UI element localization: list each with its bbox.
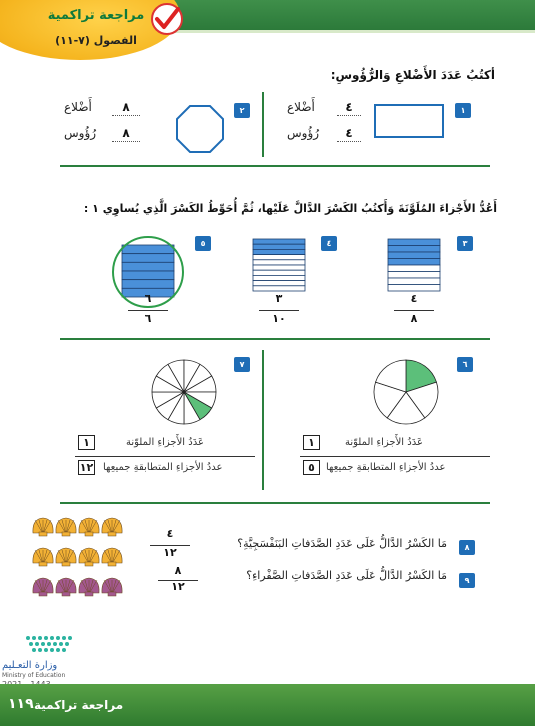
vertices-label: رُؤُوس bbox=[64, 126, 97, 140]
ministry-name: وزارة التعـليم bbox=[2, 660, 58, 671]
question-number: ٢ bbox=[234, 103, 250, 118]
fraction-bar bbox=[259, 310, 299, 311]
fraction-segment bbox=[122, 262, 174, 271]
ministry-name-en: Ministry of Education bbox=[2, 672, 66, 679]
shell bbox=[102, 548, 122, 566]
divider bbox=[262, 92, 264, 157]
question-number: ٩ bbox=[459, 573, 475, 588]
fraction-segment bbox=[388, 246, 440, 253]
fraction-segment bbox=[388, 278, 440, 285]
sides-answer[interactable]: ٨ bbox=[112, 100, 140, 116]
fractions-question-title: أَعُدُّ الأَجْزاءَ المُلَوَّنَةَ وَأَكتُبُ الكَسْرَ الدَّالَّ عَلَيْها، ثُمَّ أُحَوِّطُ الكَسْرَ الَّذِي يُساوِي ١ : bbox=[83, 202, 497, 215]
shell bbox=[79, 578, 99, 596]
fraction-segment bbox=[122, 280, 174, 289]
fraction-segment bbox=[388, 239, 440, 246]
shells-figure bbox=[32, 515, 132, 607]
question-text: مَا الكَسْرُ الدَّالُّ عَلَى عَدَدِ الصَّدَفاتِ البَنَفْسَجِيَّةِ؟ bbox=[237, 537, 447, 550]
fraction-segment bbox=[253, 239, 305, 244]
vertices-answer[interactable]: ٤ bbox=[337, 126, 361, 142]
fraction-segment bbox=[253, 260, 305, 265]
sides-answer[interactable]: ٤ bbox=[337, 100, 361, 116]
fraction-segment bbox=[388, 259, 440, 266]
question-number: ٨ bbox=[459, 540, 475, 555]
question-number: ٧ bbox=[234, 357, 250, 372]
total-parts-label: عددُ الأجزاءِ المتطابقةِ جميعِها bbox=[103, 462, 223, 473]
fraction-segment bbox=[253, 286, 305, 291]
section-divider bbox=[60, 338, 490, 340]
pie-figure bbox=[150, 358, 218, 426]
shell bbox=[102, 518, 122, 536]
fraction-segment bbox=[122, 254, 174, 263]
fraction-numerator: ٤ bbox=[166, 527, 174, 540]
fraction-segment bbox=[253, 275, 305, 280]
page-title: مراجعة تراكمية bbox=[47, 8, 145, 23]
pie-figure bbox=[372, 358, 440, 426]
sides-label: أَضْلاع bbox=[64, 100, 92, 114]
question-text: مَا الكَسْرُ الدَّالُّ عَلَى عَدَدِ الصَّدَفاتِ الصَّفْراءِ؟ bbox=[246, 569, 447, 582]
question-number: ٦ bbox=[457, 357, 473, 372]
vertices-answer[interactable]: ٨ bbox=[112, 126, 140, 142]
section-divider bbox=[60, 165, 490, 167]
vertices-label: رُؤُوس bbox=[287, 126, 320, 140]
fraction-numerator: ٣ bbox=[275, 292, 283, 305]
total-parts-box[interactable]: ٥ bbox=[303, 460, 320, 475]
footer-title: مراجعة تراكمية bbox=[34, 698, 124, 712]
shell bbox=[102, 578, 122, 596]
shaded-parts-label: عَدَدُ الأَجزاءِ الملوّنة bbox=[126, 437, 204, 448]
fraction-numerator: ٨ bbox=[174, 564, 182, 577]
question-number: ٤ bbox=[321, 236, 337, 251]
section-divider bbox=[60, 502, 490, 504]
shell bbox=[79, 548, 99, 566]
sides-label: أَضْلاع bbox=[287, 100, 315, 114]
shaded-parts-box[interactable]: ١ bbox=[303, 435, 320, 450]
fraction-numerator: ٦ bbox=[144, 292, 152, 305]
divider bbox=[262, 350, 264, 490]
fraction-segment bbox=[388, 285, 440, 292]
fraction-numerator: ٤ bbox=[410, 292, 418, 305]
fraction-segment bbox=[253, 249, 305, 254]
fraction-segment bbox=[122, 245, 174, 254]
fraction-denominator: ٨ bbox=[410, 312, 418, 325]
octagon-shape bbox=[175, 104, 225, 154]
fraction-segment bbox=[122, 271, 174, 280]
fraction-bar bbox=[128, 310, 168, 311]
question-number: ٣ bbox=[457, 236, 473, 251]
fraction-bar-figure bbox=[252, 238, 306, 292]
question-number: ١ bbox=[455, 103, 471, 118]
fraction-denominator: ١٢ bbox=[171, 580, 185, 593]
rectangle-shape bbox=[373, 103, 445, 139]
fraction-segment bbox=[253, 265, 305, 270]
shell bbox=[56, 518, 76, 536]
fraction-denominator: ١٠ bbox=[272, 312, 286, 325]
fraction-segment bbox=[253, 255, 305, 260]
shell bbox=[79, 518, 99, 536]
total-parts-label: عددُ الأجزاءِ المتطابقةِ جميعِها bbox=[326, 462, 446, 473]
fraction-denominator: ٦ bbox=[144, 312, 152, 325]
shell bbox=[56, 548, 76, 566]
fraction-bar bbox=[394, 310, 434, 311]
shaded-parts-box[interactable]: ١ bbox=[78, 435, 95, 450]
ministry-emblem-icon bbox=[22, 630, 92, 656]
fraction-bar-figure bbox=[387, 238, 441, 292]
shell bbox=[56, 578, 76, 596]
fraction-denominator: ١٢ bbox=[163, 546, 177, 559]
shell bbox=[33, 548, 53, 566]
shell bbox=[33, 578, 53, 596]
fraction-bar bbox=[300, 456, 490, 457]
question-number: ٥ bbox=[195, 236, 211, 251]
shell bbox=[33, 518, 53, 536]
fraction-segment bbox=[388, 252, 440, 259]
checkmark-icon bbox=[150, 2, 184, 36]
shapes-question-title: أكتُبُ عَدَدَ الأَضْلاعِ وَالرُّؤُوسِ: bbox=[330, 68, 495, 82]
fraction-segment bbox=[253, 244, 305, 249]
total-parts-box[interactable]: ١٢ bbox=[79, 461, 94, 474]
page-number: ١١٩ bbox=[8, 696, 34, 712]
page-subtitle: الفصول (٧-١١) bbox=[55, 34, 137, 47]
fraction-bar bbox=[75, 456, 255, 457]
fraction-segment bbox=[253, 281, 305, 286]
shaded-parts-label: عَدَدُ الأَجزاءِ الملوّنة bbox=[345, 437, 423, 448]
fraction-segment bbox=[388, 265, 440, 272]
fraction-segment bbox=[388, 272, 440, 279]
fraction-segment bbox=[253, 270, 305, 275]
